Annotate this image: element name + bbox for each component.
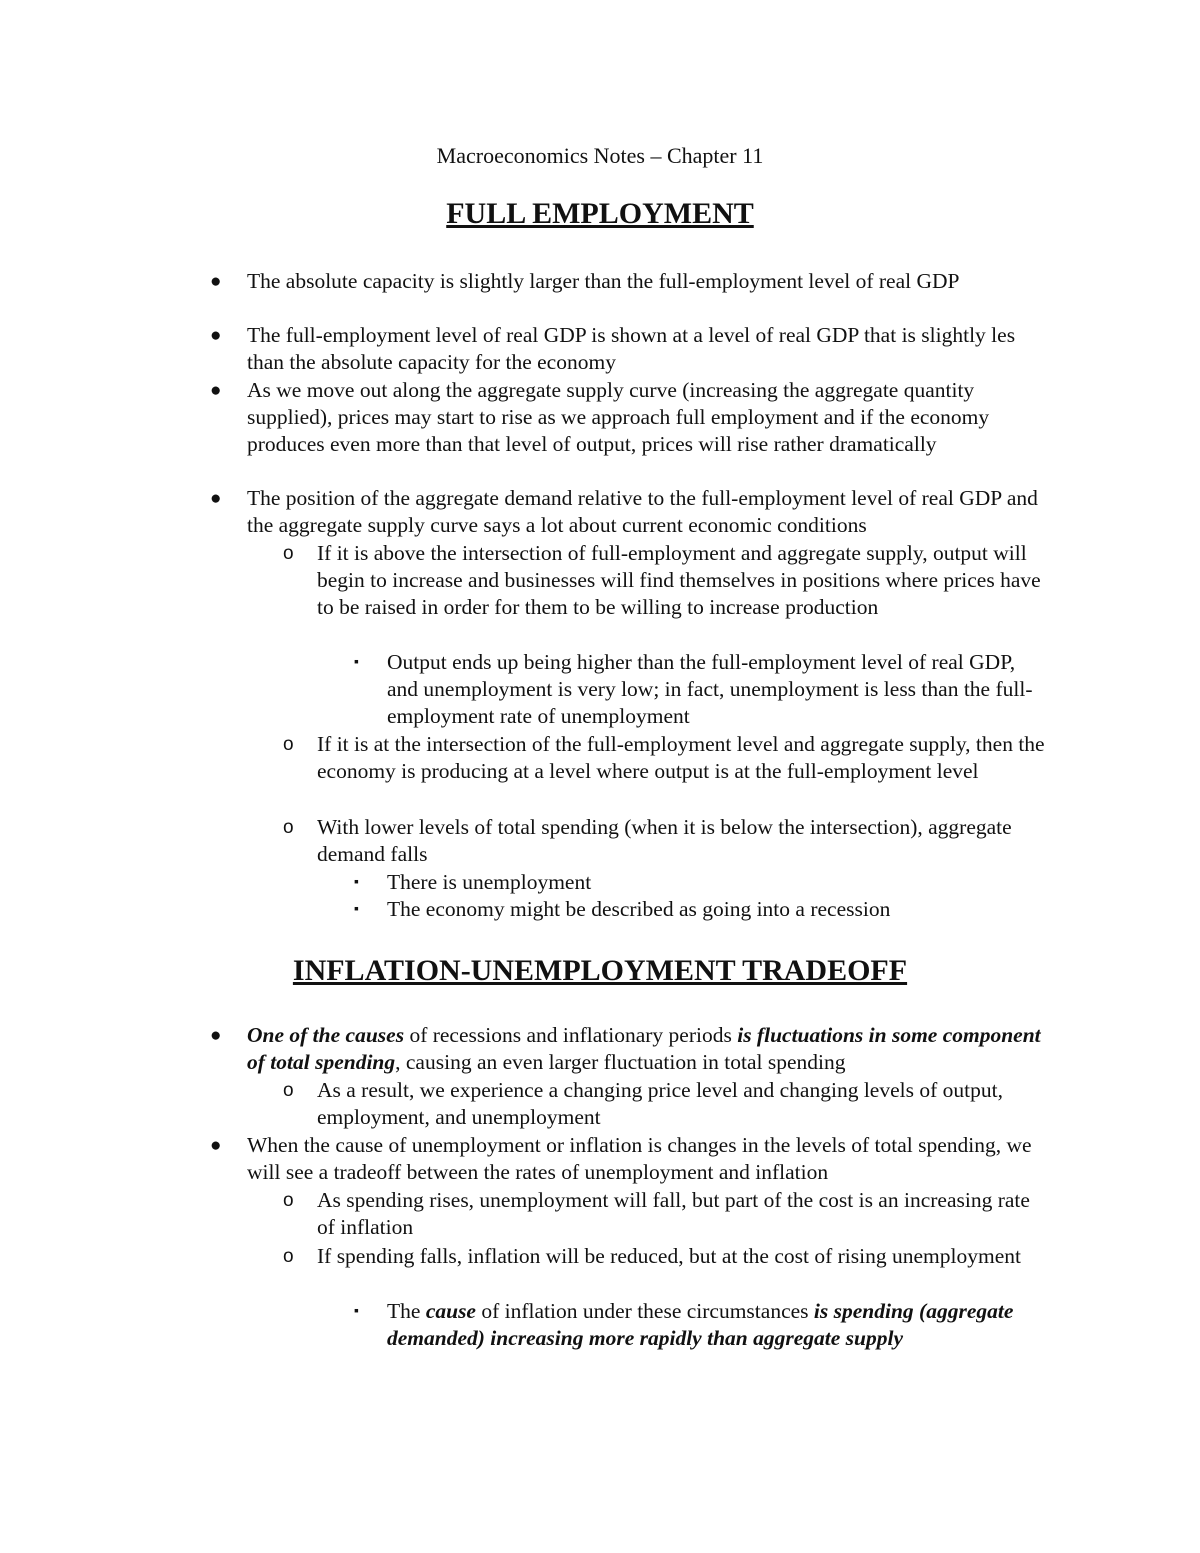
bullet-item	[210, 1132, 1047, 1186]
bullet-text: The position of the aggregate demand relative to the full-employment level of real GDP and the aggregate supply curve says a lot about current economic conditions	[247, 486, 1038, 538]
bullet-text	[247, 1022, 1047, 1076]
bullet-marker: ●	[210, 271, 222, 292]
bullet-marker: ●	[210, 1025, 222, 1046]
section-heading-inflation-unemployment-tradeoff: INFLATION-UNEMPLOYMENT TRADEOFF	[292, 954, 908, 987]
sub-bullet-text: As a result, we experience a changing price level and changing levels of output, employment, and unemployment	[317, 1078, 1003, 1130]
bullet-marker: ●	[210, 325, 222, 346]
sub-sub-bullet-item	[354, 1298, 1047, 1352]
square-bullet-marker: ▪	[354, 902, 359, 917]
sub-bullet-text: As spending rises, unemployment will fall, but part of the cost is an increasing rate of inflation	[317, 1188, 1030, 1240]
bullet-marker: ●	[210, 380, 222, 401]
emphasis-text: cause	[425, 1299, 476, 1323]
sub-bullet-item	[283, 1243, 1047, 1270]
document-title: Macroeconomics Notes – Chapter 11	[436, 143, 764, 168]
bullet-item	[210, 485, 1047, 539]
square-bullet-marker: ▪	[354, 875, 359, 890]
sub-sub-bullet-item	[354, 896, 1047, 923]
sub-bullet-text: If spending falls, inflation will be reduced, but at the cost of rising unemployment	[317, 1244, 1021, 1268]
plain-text: of recessions and inflationary periods	[404, 1023, 738, 1047]
bullet-marker: ●	[210, 488, 222, 509]
sub-bullet-text: If it is at the intersection of the full-employment level and aggregate supply, then the economy is producing at a level where output is at the full-employment level	[317, 732, 1045, 784]
bullet-text: When the cause of unemployment or inflation is changes in the levels of total spending, we will see a tradeoff between the rates of unemployment and inflation	[247, 1133, 1032, 1185]
sub-bullet-marker: o	[283, 734, 294, 755]
sub-bullet-marker: o	[283, 1190, 294, 1211]
bullet-text: The absolute capacity is slightly larger than the full-employment level of real GDP	[247, 269, 960, 293]
plain-text: of inflation under these circumstances	[475, 1299, 814, 1323]
emphasis-text: is spending (aggregate demanded) increasing more rapidly than aggregate supply	[387, 1299, 1014, 1351]
plain-text: The	[387, 1299, 426, 1323]
bullet-item	[210, 322, 1047, 376]
square-bullet-marker: ▪	[354, 1304, 359, 1319]
bullet-text: The full-employment level of real GDP is shown at a level of real GDP that is slightly les than the absolute capacity for the economy	[247, 323, 1016, 375]
sub-sub-bullet-item	[354, 869, 1047, 896]
bullet-item	[210, 1022, 1047, 1076]
sub-bullet-item	[283, 731, 1047, 785]
bullet-text: As we move out along the aggregate supply curve (increasing the aggregate quantity supplied), prices may start to rise as we approach full employment and if the economy produces even more than that level of output, prices will rise rather dramatically	[247, 378, 990, 457]
sub-sub-bullet-text: Output ends up being higher than the full-employment level of real GDP, and unemployment is very low; in fact, unemployment is less than the full-employment rate of unemployment	[387, 650, 1033, 729]
sub-sub-bullet-text: The economy might be described as going into a recession	[387, 897, 891, 921]
sub-bullet-marker: o	[283, 1080, 294, 1101]
plain-text: , causing an even larger fluctuation in total spending	[395, 1050, 846, 1075]
bullet-item	[210, 268, 1047, 295]
bullet-marker: ●	[210, 1135, 222, 1156]
emphasis-text: One of the causes	[247, 1023, 405, 1047]
sub-bullet-item	[283, 1077, 1047, 1131]
square-bullet-marker: ▪	[354, 655, 359, 670]
sub-bullet-marker: o	[283, 543, 294, 564]
sub-bullet-item	[283, 814, 1047, 868]
sub-bullet-marker: o	[283, 1246, 294, 1267]
section-heading-full-employment: FULL EMPLOYMENT	[446, 197, 754, 230]
emphasis-text: is fluctuations in some component of total spending	[247, 1023, 1041, 1075]
sub-bullet-marker: o	[283, 817, 294, 838]
sub-sub-bullet-text: There is unemployment	[387, 870, 592, 894]
sub-bullet-item	[283, 1187, 1047, 1241]
sub-bullet-item	[283, 540, 1047, 622]
bullet-item	[210, 377, 1047, 459]
sub-sub-bullet-text	[387, 1298, 1047, 1352]
sub-bullet-text: If it is above the intersection of full-employment and aggregate supply, output will begin to increase and businesses will find themselves in positions where prices have to be raised in order for them to be willing to increase production	[317, 541, 1041, 620]
sub-bullet-text: With lower levels of total spending (when it is below the intersection), aggregate demand falls	[317, 815, 1012, 867]
sub-sub-bullet-item	[354, 649, 1047, 731]
